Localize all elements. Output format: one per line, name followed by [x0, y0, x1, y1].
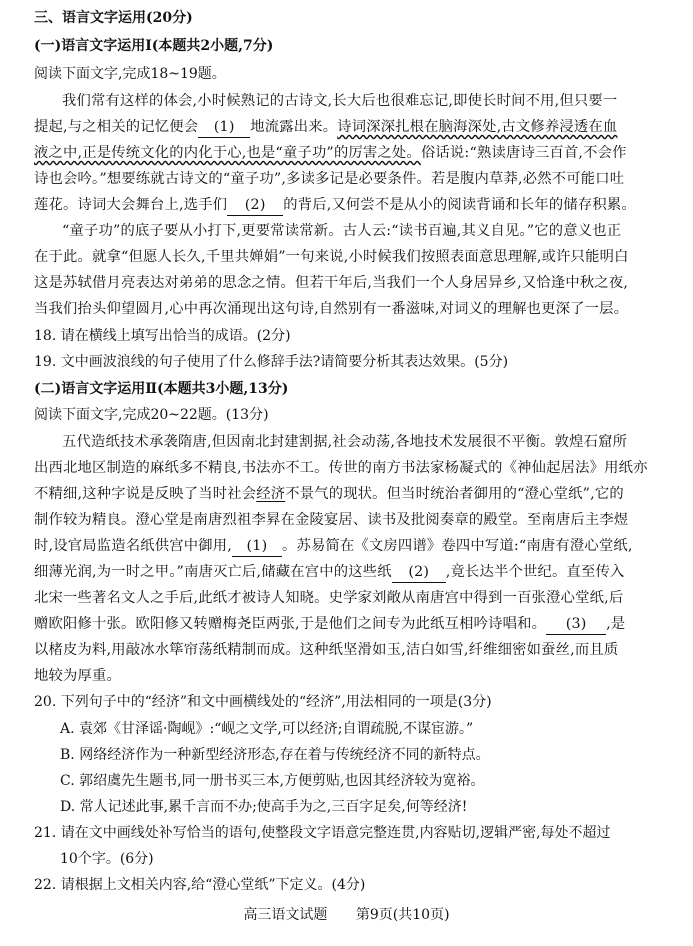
footer-page-number: 第9页(共10页): [355, 907, 450, 923]
option-d: D. 常人记述此事,累千言而不办;使高手为之,三百字足矣,何等经济!: [60, 799, 468, 815]
footer-subject: 高三语文试题: [243, 907, 328, 923]
passage1-line: “童子功”的底子要从小打下,更要常读常新。古人云:“读书百遍,其义自见。”它的意义也正: [62, 223, 622, 239]
underlined-jingji: 经济: [256, 486, 286, 502]
page-footer: [0, 904, 693, 924]
passage2-line: 制作较为精良。澄心堂是南唐烈祖李昪在金陵宴居、读书及批阅奏章的殿堂。至南唐后主李煜: [34, 512, 629, 528]
passage2-line: 赠欧阳修十张。欧阳修又转赠梅尧臣两张,于是他们之间专为此纸互相吟诗唱和。 (3) ,是: [34, 614, 673, 635]
question-21-cont: 10个字。(6分): [60, 851, 154, 867]
passage2-line: 细薄光润,为一时之甲。”南唐灭亡后,储藏在宫中的这些纸 (2) ,竟长达半个世纪。直至传入: [34, 562, 673, 583]
question-20-stem: 20. 下列句子中的“经济”和文中画横线处的“经济”,用法相同的一项是(3分): [34, 694, 492, 710]
passage2-line: 以楮皮为料,用敲冰水筚帘荡纸精制而成。这种纸坚滑如玉,洁白如雪,纤维细密如蚕丝,而且质: [34, 642, 619, 658]
passage1-line: 在于此。就拿“但愿人长久,千里共婵娟”一句来说,小时候我们按照表面意思理解,或许只能明白: [34, 249, 629, 265]
passage1-line: 诗也会吟。”想要练就古诗文的“童子功”,多读多记是必要条件。若是腹内草莽,必然不可能口吐: [34, 171, 625, 187]
wavy-sentence: 液之中,正是传统文化的内化于心,也是“童子功”的厉害之处。: [34, 145, 421, 161]
passage1-line: 提起,与之相关的记忆便会 (1) 地流露出来。诗词深深扎根在脑海深处,古文修养浸透在血: [34, 117, 673, 138]
blank-1: (1): [232, 536, 282, 557]
passage2-line: 北宋一些著名文人之手后,此纸才被诗人知晓。史学家刘敞从南唐宫中得到一百张澄心堂纸,后: [34, 590, 624, 606]
passage2-line: 出西北地区制造的麻纸多不精良,书法亦不工。传世的南方书法家杨凝式的《神仙起居法》用纸亦: [34, 460, 648, 476]
question-18: 18. 请在横线上填写出恰当的成语。(2分): [34, 328, 291, 344]
blank-3: (3): [546, 614, 606, 635]
option-a: A. 袁郊《甘泽谣·陶岘》:“岘之文学,可以经济;自谓疏脱,不谋宦游。”: [60, 721, 474, 737]
part1-title: (一)语言文字运用Ⅰ(本题共2小题,7分): [34, 38, 274, 54]
passage1-line: 我们常有这样的体会,小时候熟记的古诗文,长大后也很难忘记,即使长时间不用,但只要一: [62, 93, 618, 109]
passage1-line: 莲花。诗词大会舞台上,选手们 (2) 的背后,又何尝不是从小的阅读背诵和长年的储存积累。: [34, 195, 673, 216]
passage1-line: 液之中,正是传统文化的内化于心,也是“童子功”的厉害之处。俗话说:“熟读唐诗三百首,不会作: [34, 145, 627, 161]
section-title: 三、语言文字运用(20分): [34, 10, 193, 26]
part1-instruction: 阅读下面文字,完成18~19题。: [34, 66, 226, 82]
part2-instruction: 阅读下面文字,完成20~22题。(13分): [34, 407, 269, 423]
passage2-line: 不精细,这种字说是反映了当时社会经济不景气的现状。但当时统治者御用的“澄心堂纸”,它的: [34, 486, 624, 502]
wavy-sentence: 诗词深深扎根在脑海深处,古文修养浸透在血: [337, 119, 618, 135]
question-21: 21. 请在文中画线处补写恰当的语句,使整段文字语意完整连贯,内容贴切,逻辑严密,每处不超过: [34, 825, 611, 841]
blank-2: (2): [227, 195, 283, 216]
passage1-line: 这是苏轼借月亮表达对弟弟的思念之情。但若干年后,当我们一个人身居异乡,又恰逢中秋之夜,: [34, 275, 629, 291]
blank-1: (1): [198, 117, 250, 138]
question-19: 19. 文中画波浪线的句子使用了什么修辞手法?请简要分析其表达效果。(5分): [34, 354, 509, 370]
option-c: C. 郭绍虞先生题书,同一册书买三本,方便剪贴,也因其经济较为宽裕。: [60, 773, 485, 789]
part2-title: (二)语言文字运用Ⅱ(本题共3小题,13分): [34, 381, 289, 397]
passage1-line: 当我们抬头仰望圆月,心中再次涌现出这句诗,自然别有一番滋味,对词义的理解也更深了一层。: [34, 301, 629, 317]
passage2-line: 时,设官局监造名纸供宫中御用, (1) 。苏易简在《文房四谱》卷四中写道:“南唐有澄心堂纸,: [34, 536, 673, 557]
blank-2: (2): [392, 562, 446, 583]
passage2-line: 地较为厚重。: [34, 668, 121, 684]
option-b: B. 网络经济作为一种新型经济形态,存在着与传统经济不同的新特点。: [60, 747, 490, 763]
question-22: 22. 请根据上文相关内容,给“澄心堂纸”下定义。(4分): [34, 877, 366, 893]
passage2-line: 五代造纸技术承袭隋唐,但因南北封建割据,社会动荡,各地技术发展很不平衡。敦煌石窟所: [62, 434, 628, 450]
